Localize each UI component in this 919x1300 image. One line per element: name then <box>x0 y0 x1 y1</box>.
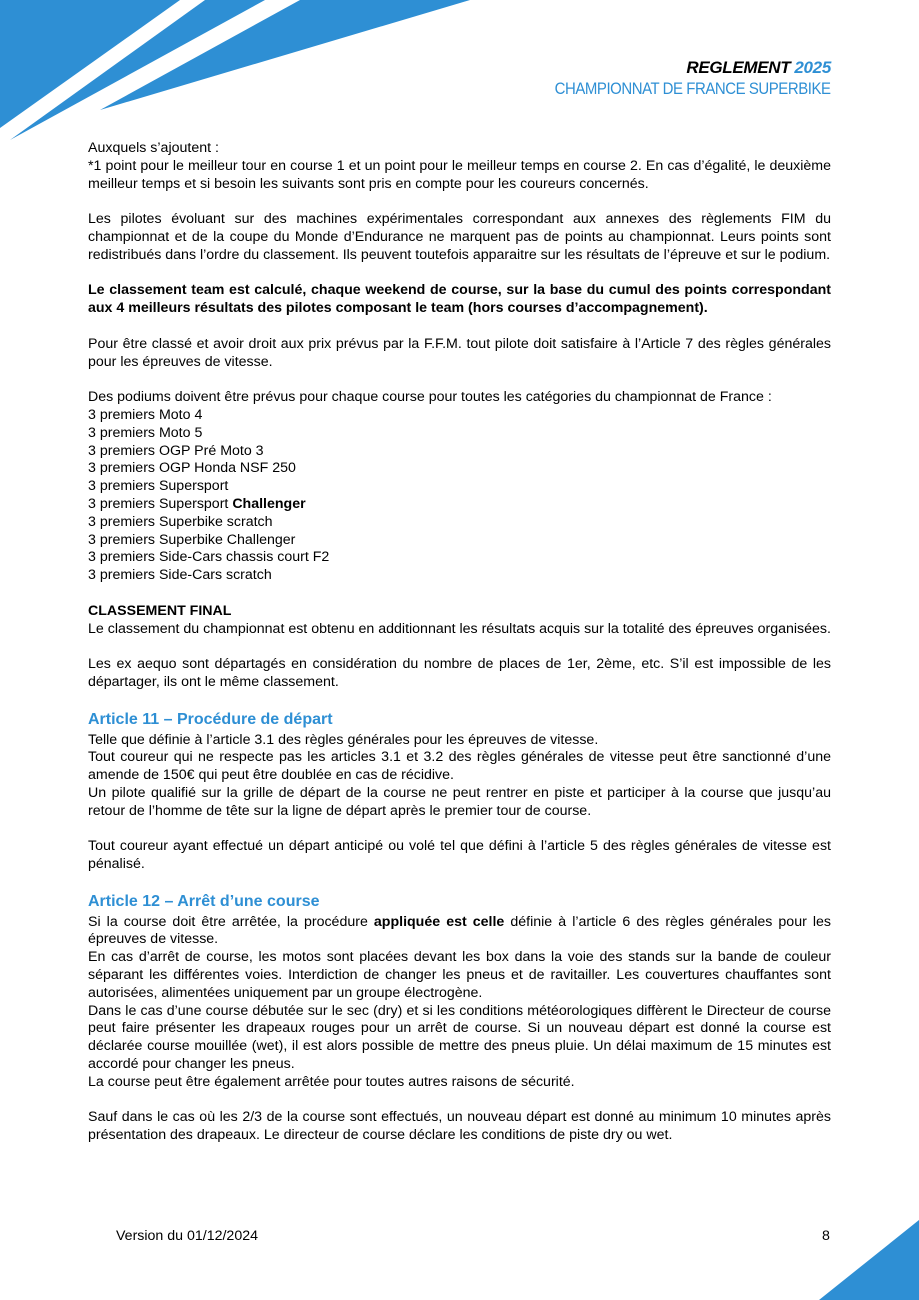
header-title <box>517 58 831 78</box>
paragraph-ffm-eligibility: Pour être classé et avoir droit aux prix prévus par la F.F.M. tout pilote doit satisfaire à l’Article 7 des règles générales pour les épreuves de vitesse. <box>88 335 831 370</box>
article-12-paragraph-2: Sauf dans le cas où les 2/3 de la course sont effectués, un nouveau départ est donné au minimum 10 minutes après présentation des drapeaux. Le directeur de course déclare les conditions de piste dry ou wet. <box>88 1109 831 1144</box>
article-12-line-4: La course peut être également arrêtée pour toutes autres raisons de sécurité. <box>88 1073 575 1090</box>
final-ranking-block <box>88 603 831 639</box>
document-body <box>88 140 831 1163</box>
header-year: 2025 <box>794 58 831 77</box>
article-11-heading: Article 11 – Procédure de départ <box>88 710 333 728</box>
article-12-heading: Article 12 – Arrêt d’une course <box>88 892 320 910</box>
list-item: 3 premiers Superbike Challenger <box>88 531 296 548</box>
article-12-line-1-bold: appliquée est celle <box>373 913 505 930</box>
header-subtitle: CHAMPIONNAT DE FRANCE SUPERBIKE <box>555 79 831 98</box>
article-12-line-3: Dans le cas d’une course débutée sur le sec (dry) et si les conditions météorologiques diffèrent le Directeur de course peut faire présenter les drapeaux rouges pour un arrêt de course. Si un nouveau départ est donné la course est déclarée course mouillée (wet), il est alors possible de mettre des pneus pluie. Un délai maximum de 15 minutes est accordé pour changer les pneus. <box>88 1002 831 1073</box>
paragraph-team-ranking: Le classement team est calculé, chaque weekend de course, sur la base du cumul des points correspondant aux 4 meilleurs résultats des pilotes composant le team (hors courses d’accompagnement). <box>88 282 831 317</box>
paragraph-podiums-intro: Des podiums doivent être prévus pour chaque course pour toutes les catégories du championnat de France : <box>88 389 772 406</box>
article-12-body <box>88 914 831 1092</box>
paragraph-ex-aequo: Les ex aequo sont départagés en considération du nombre de places de 1er, 2ème, etc. S’il est impossible de les départager, ils ont le même classement. <box>88 656 831 690</box>
list-item: 3 premiers Moto 4 <box>88 406 203 423</box>
article-11-line-3: Un pilote qualifié sur la grille de départ de la course ne peut rentrer en piste et participer à la course que jusqu’au retour de l’homme de tête sur la ligne de départ après le premier tour de course. <box>88 784 831 819</box>
corner-triangle-decoration <box>819 1220 919 1300</box>
article-11-paragraph-2: Tout coureur ayant effectué un départ anticipé ou volé tel que défini à l’article 5 des règles générales de vitesse est pénalisé. <box>88 838 831 873</box>
list-item <box>88 496 831 514</box>
list-item: 3 premiers Superbike scratch <box>88 513 273 530</box>
page-header <box>517 58 831 100</box>
final-ranking-heading: CLASSEMENT FINAL <box>88 602 232 619</box>
final-ranking-text: Le classement du championnat est obtenu en additionnant les résultats acquis sur la totalité des épreuves organisées. <box>88 620 831 637</box>
list-item: 3 premiers OGP Pré Moto 3 <box>88 442 264 459</box>
bonus-text: *1 point pour le meilleur tour en course 1 et un point pour le meilleur temps en course 2. En cas d’égalité, le deuxième meilleur temps et si besoin les suivants sont pris en compte pour les coureurs concernés. <box>88 157 831 192</box>
corner-stripes-decoration <box>0 0 480 145</box>
article-12-line-1-post: définie à l’article 6 des règles générales pour les épreuves de vitesse. <box>88 913 832 948</box>
bonus-intro: Auxquels s’ajoutent : <box>88 140 219 156</box>
article-11-line-2: Tout coureur qui ne respecte pas les articles 3.1 et 3.2 des règles générales de vitesse peut être sanctionné d’une amende de 150€ qui peut être doublée en cas de récidive. <box>88 749 831 784</box>
list-item: 3 premiers Side-Cars scratch <box>88 567 272 584</box>
paragraph-bonus-points <box>88 140 831 193</box>
article-12-line-1-pre: Si la course doit être arrêtée, la procédure <box>88 913 374 930</box>
list-item-prefix: 3 premiers Supersport <box>88 495 233 512</box>
list-item: 3 premiers OGP Honda NSF 250 <box>88 460 296 477</box>
list-item: 3 premiers Supersport <box>88 478 229 495</box>
paragraph-experimental: Les pilotes évoluant sur des machines expérimentales correspondant aux annexes des règlements FIM du championnat et de la coupe du Monde d’Endurance ne marquent pas de points au championnat. Leurs points sont redistribués dans l’ordre du classement. Ils peuvent toutefois apparaitre sur les résultats de l’épreuve et sur le podium. <box>88 211 831 263</box>
list-item-bold: Challenger <box>232 495 306 512</box>
list-item: 3 premiers Side-Cars chassis court F2 <box>88 549 330 566</box>
footer-version: Version du 01/12/2024 <box>116 1228 258 1244</box>
article-11-line-1: Telle que définie à l’article 3.1 des règles générales pour les épreuves de vitesse. <box>88 731 599 748</box>
article-12-line-2: En cas d’arrêt de course, les motos sont placées devant les box dans la voie des stands sur la bande de couleur séparant les différentes voies. Interdiction de changer les pneus et de ravitailler. Les couvertures chauffantes sont autorisées, alimentées uniquement par un groupe électrogène. <box>88 949 831 1001</box>
list-item: 3 premiers Moto 5 <box>88 424 203 441</box>
page-number: 8 <box>822 1228 830 1244</box>
podium-list <box>88 407 831 585</box>
article-11-body <box>88 732 831 821</box>
header-title-text: REGLEMENT <box>686 58 791 77</box>
